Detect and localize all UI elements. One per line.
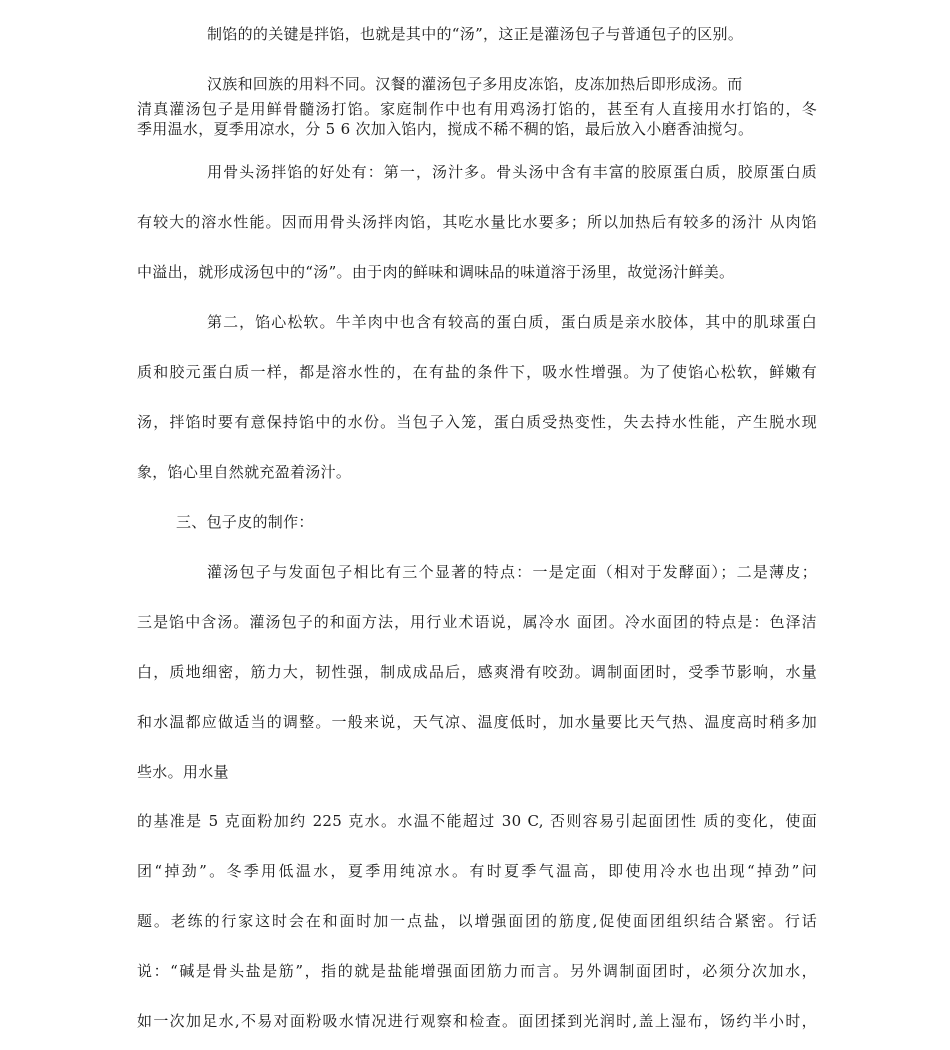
text-line: 有较大的溶水性能。因而用骨头汤拌肉馅，其吃水量比水要多；所以加热后有较多的汤汁 从肉馅 [137, 213, 817, 231]
text-line: 些水。用水量 [137, 763, 229, 781]
text-line: 汤，拌馅时要有意保持馅中的水份。当包子入笼，蛋白质受热变性，失去持水性能，产生脱水现 [137, 413, 817, 431]
text-line: 季用温水，夏季用凉水，分 5 6 次加入馅内，搅成不稀不稠的馅，最后放入小磨香油搅匀。 [137, 120, 754, 138]
text-line: 说：“碱是骨头盐是筋”，指的就是盐能增强面团筋力而言。另外调制面团时，必须分次加水， [137, 962, 817, 980]
text-line: 和水温都应做适当的调整。一般来说，天气凉、温度低时，加水量要比天气热、温度高时稍多加 [137, 713, 817, 731]
text-line: 质和胶元蛋白质一样，都是溶水性的，在有盐的条件下，吸水性增强。为了使馅心松软，鲜嫩有 [137, 363, 817, 381]
text-line: 团“掉劲”。冬季用低温水，夏季用纯凉水。有时夏季气温高，即使用冷水也出现“掉劲”问 [137, 862, 817, 880]
text-line: 的基准是 5 克面粉加约 225 克水。水温不能超过 30 C, 否则容易引起面团性 质的变化，使面 [137, 812, 817, 830]
text-line: 三是馅中含汤。灌汤包子的和面方法，用行业术语说，属冷水 面团。冷水面团的特点是：色泽洁 [137, 613, 817, 631]
text-line: 白，质地细密，筋力大，韧性强，制成成品后，感爽滑有咬劲。调制面团时，受季节影响，水量 [137, 663, 817, 681]
text-line: 清真灌汤包子是用鲜骨髓汤打馅。家庭制作中也有用鸡汤打馅的，甚至有人直接用水打馅的，冬 [137, 100, 817, 118]
text-line: 象，馅心里自然就充盈着汤汁。 [137, 463, 352, 481]
text-line: 如一次加足水,不易对面粉吸水情况进行观察和检查。面团揉到光润时,盖上湿布，饧约半小时， [137, 1012, 817, 1030]
text-line: 用骨头汤拌馅的好处有：第一，汤汁多。骨头汤中含有丰富的胶原蛋白质，胶原蛋白质 [207, 163, 817, 181]
text-line: 制馅的的关键是拌馅，也就是其中的“汤”，这正是灌汤包子与普通包子的区别。 [207, 25, 744, 43]
text-line: 汉族和回族的用料不同。汉餐的灌汤包子多用皮冻馅，皮冻加热后即形成汤。而 [207, 75, 743, 93]
text-line: 中溢出，就形成汤包中的“汤”。由于肉的鲜味和调味品的味道溶于汤里，故觉汤汁鲜美。 [137, 263, 735, 281]
section-heading: 三、包子皮的制作： [176, 513, 314, 531]
text-line: 第二，馅心松软。牛羊肉中也含有较高的蛋白质，蛋白质是亲水胶体，其中的肌球蛋白 [207, 313, 817, 331]
text-line: 题。老练的行家这时会在和面时加一点盐，以增强面团的筋度,促使面团组织结合紧密。行话 [137, 912, 817, 930]
text-line: 灌汤包子与发面包子相比有三个显著的特点：一是定面（相对于发酵面）；二是薄皮； [207, 563, 817, 581]
